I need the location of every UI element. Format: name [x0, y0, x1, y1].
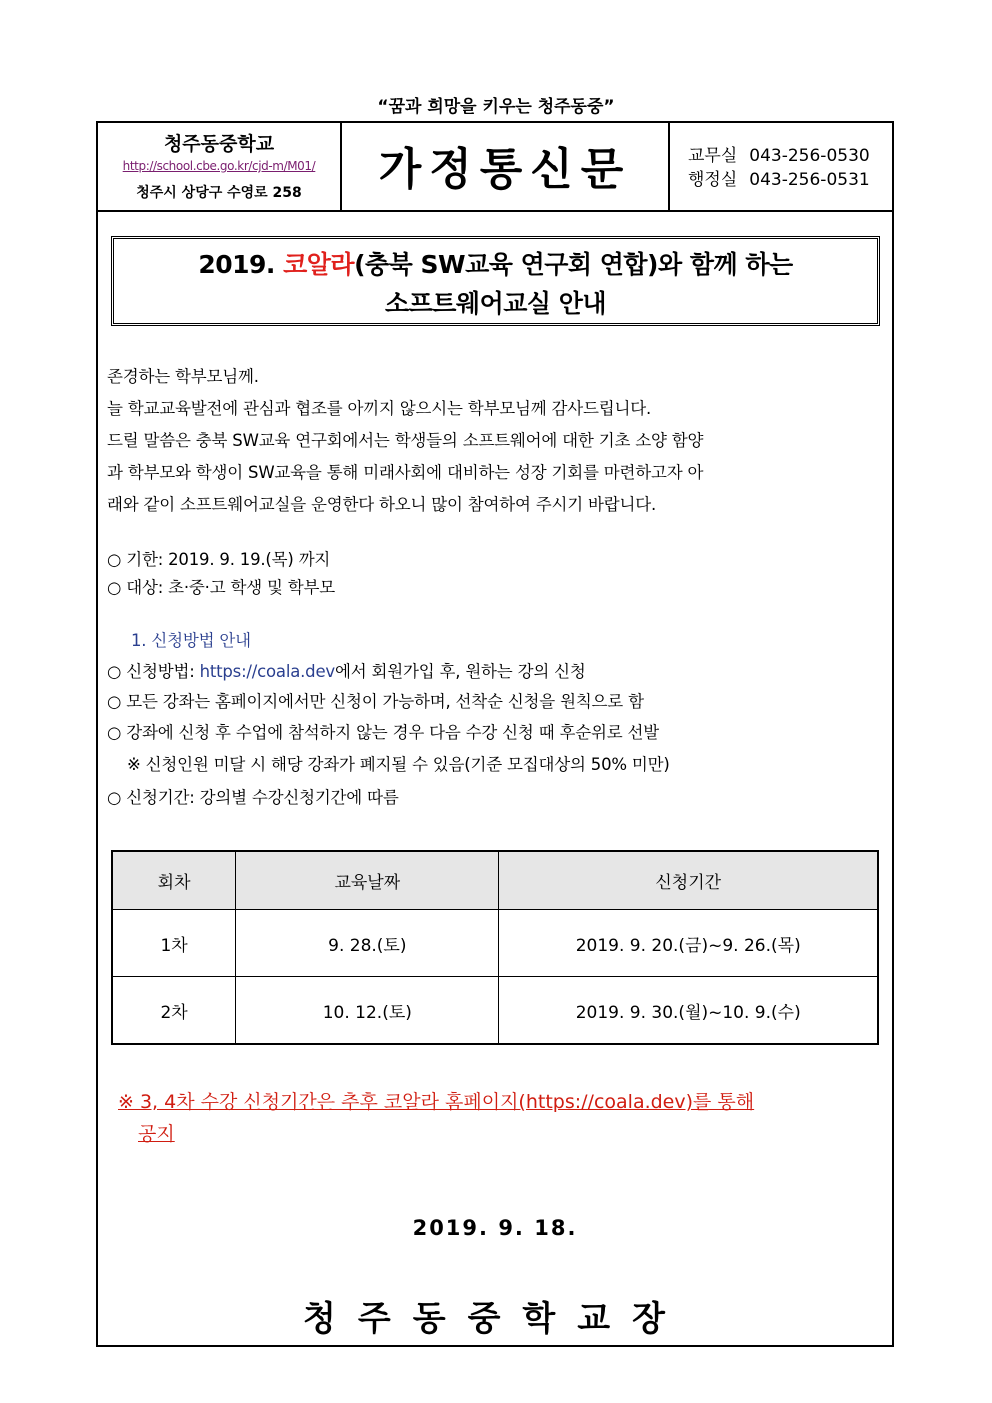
school-info [98, 123, 342, 210]
table-cell: 2019. 9. 20.(금)~9. 26.(목) [499, 910, 878, 977]
period-item: ○ 신청기간: 강의별 수강신청기간에 따름 [107, 788, 399, 807]
title-rest: (충북 SW교육 연구회 연합)와 함께 하는 [354, 250, 793, 279]
method-prefix: ○ 신청방법: [107, 662, 200, 681]
table-cell: 2차 [112, 977, 236, 1045]
table-header-row [112, 851, 878, 910]
coala-link[interactable]: https://coala.dev [199, 662, 335, 681]
method-item [107, 658, 586, 682]
body-line: 드릴 말씀은 충북 SW교육 연구회에서는 학생들의 소프트웨어에 대한 기초 소양 함양 [107, 431, 704, 450]
contact-row [688, 141, 870, 166]
table-row [112, 910, 878, 977]
table-cell: 2019. 9. 30.(월)~10. 9.(수) [499, 977, 878, 1045]
body-line: 과 학부모와 학생이 SW교육을 통해 미래사회에 대비하는 성장 기회를 마련하고자 아 [107, 463, 704, 482]
newsletter-header [98, 123, 892, 212]
column-header: 회차 [112, 851, 236, 910]
target-item: ○ 대상: 초·중·고 학생 및 학부모 [107, 578, 335, 597]
contact-label: 교무실 [688, 146, 738, 166]
title-highlight: 코알라 [283, 250, 355, 279]
deadline-item: ○ 기한: 2019. 9. 19.(목) 까지 [107, 550, 331, 569]
school-motto: “꿈과 희망을 키우는 청주동중” [377, 97, 615, 117]
contact-phone: 043-256-0531 [749, 170, 870, 190]
note-item: ※ 신청인원 미달 시 해당 강좌가 폐지될 수 있음(기준 모집대상의 50% 미만) [127, 755, 670, 774]
newsletter-title: 가정통신문 [378, 144, 632, 195]
school-address: 청주시 상당구 수영로 258 [136, 185, 302, 201]
table-cell: 10. 12.(토) [236, 977, 499, 1045]
table-cell: 9. 28.(토) [236, 910, 499, 977]
column-header: 신청기간 [499, 851, 878, 910]
notice [118, 1086, 888, 1150]
title-cell [342, 123, 670, 210]
schedule-table [111, 850, 879, 1045]
school-url-link[interactable]: http://school.cbe.go.kr/cjd-m/M01/ [122, 159, 316, 173]
greeting: 존경하는 학부모님께. [107, 367, 259, 386]
notice-line [118, 1118, 888, 1150]
body-line: 래와 같이 소프트웨어교실을 운영한다 하오니 많이 참여하여 주시기 바랍니다. [107, 495, 657, 514]
rule-item: ○ 강좌에 신청 후 수업에 참석하지 않는 경우 다음 수강 신청 때 후순위로 선발 [107, 723, 659, 742]
method-suffix: 에서 회원가입 후, 원하는 강의 신청 [334, 662, 586, 681]
announcement-title-box [111, 236, 880, 326]
contact-info [670, 123, 892, 210]
principal-signature: 청주동중학교장 [303, 1299, 687, 1339]
rule-item: ○ 모든 강좌는 홈페이지에서만 신청이 가능하며, 선착순 신청을 원칙으로 함 [107, 692, 644, 711]
table-row [112, 977, 878, 1045]
contact-phone: 043-256-0530 [749, 146, 870, 166]
issue-date: 2019. 9. 18. [412, 1216, 578, 1240]
notice-text: 공지 [138, 1123, 175, 1145]
newsletter-frame [96, 121, 894, 1347]
section-heading: 1. 신청방법 안내 [131, 631, 251, 650]
school-name: 청주동중학교 [163, 133, 275, 155]
title-line-2: 소프트웨어교실 안내 [384, 289, 607, 318]
title-year: 2019. [198, 250, 284, 279]
contact-row [688, 165, 870, 190]
title-line-1 [114, 245, 877, 281]
column-header: 교육날짜 [236, 851, 499, 910]
thanks-text: 늘 학교교육발전에 관심과 협조를 아끼지 않으시는 학부모님께 감사드립니다. [107, 399, 652, 418]
contact-label: 행정실 [688, 170, 738, 190]
notice-line [118, 1086, 888, 1118]
table-cell: 1차 [112, 910, 236, 977]
notice-text: ※ 3, 4차 수강 신청기간은 추후 코알라 홈페이지(https://coala.dev)를 통해 [118, 1091, 755, 1113]
